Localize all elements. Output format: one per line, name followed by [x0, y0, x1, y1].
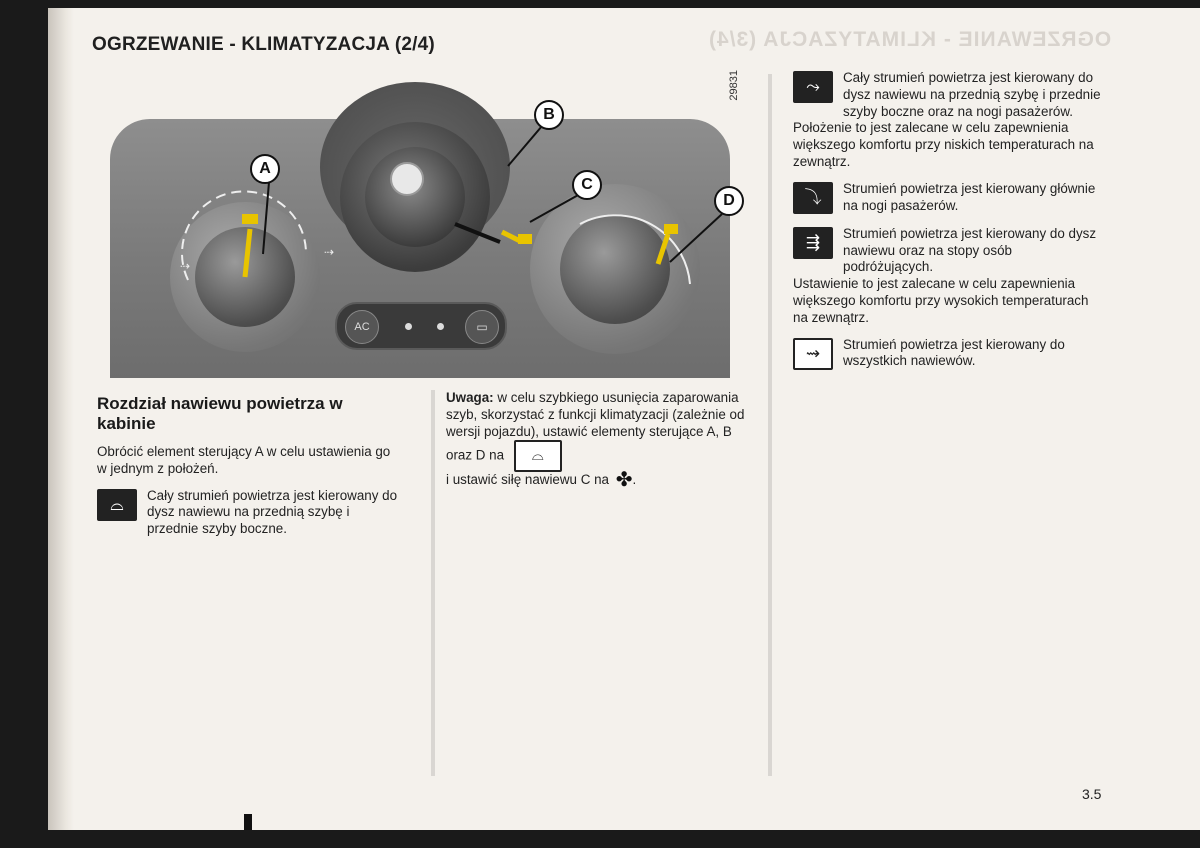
page-gutter	[48, 8, 74, 830]
mode-description: Strumień powietrza jest kierowany głównie na nogi pasażerów.	[843, 180, 1096, 213]
mode-item-vents-feet	[793, 226, 1103, 276]
manual-page	[48, 8, 1200, 830]
note-text: w celu szybkiego usunięcia zaparowania szyb, skorzystać z funkcji klimatyzacji (zależnie od wersji pojazdu), ustawić elementy sterujące A, B oraz D na	[446, 390, 745, 463]
section-title: Rozdział nawiewu powietrza w kabinie	[97, 394, 343, 433]
note-text: i ustawić siłę nawiewu C na	[446, 472, 609, 488]
mode-description: Cały strumień powietrza jest kierowany do dysz nawiewu na przednią szybę i przednie szyby boczne oraz na nogi pasażerów.	[843, 70, 1101, 119]
rear-defrost-icon: ▭	[465, 310, 499, 344]
knob-b-pointer	[455, 224, 500, 242]
feet-airflow-icon: ⤵	[793, 182, 833, 214]
mode-item-feet	[793, 181, 1103, 216]
indicator-dot	[405, 323, 412, 330]
windscreen-defrost-icon: ⌓	[514, 440, 562, 472]
column-rule	[768, 74, 772, 776]
all-vents-icon: ⇝	[793, 338, 833, 370]
page-number: 3.5	[1082, 786, 1102, 802]
indicator-dot	[437, 323, 444, 330]
svg-text:⇢: ⇢	[180, 259, 191, 273]
defrost-icon	[242, 214, 258, 224]
defrost-icon	[664, 224, 678, 234]
windscreen-defrost-icon: ⌓	[97, 489, 137, 521]
callout-b: B	[534, 100, 564, 130]
ac-button: AC	[345, 310, 379, 344]
bleed-through-title: OGRZEWANIE - KLIMATYZACJA (3/4)	[708, 28, 1112, 51]
fan-icon: ✤	[615, 469, 633, 492]
defrost-and-feet-icon: ⤳	[793, 71, 833, 103]
intro-text: Obrócić element sterujący A w celu ustawienia go w jednym z położeń.	[97, 444, 391, 476]
page-title: OGRZEWANIE - KLIMATYZACJA (2/4)	[92, 34, 435, 55]
mode-item-all-vents	[793, 337, 1103, 372]
callout-a: A	[250, 154, 280, 184]
mode-item-defrost-feet	[793, 70, 1103, 120]
note: Uwaga: w celu szybkiego usunięcia zaparowania szyb, skorzystać z funkcji klimatyzacji (zależnie od wersji pojazdu), ustawić elementy sterujące A, B oraz D na ⌓ i ustawić siłę nawiewu C na ✤.	[446, 390, 745, 492]
knob-a-pointer	[245, 229, 250, 277]
knob-d-pointer	[658, 234, 668, 264]
vents-and-feet-icon: ⇶	[793, 227, 833, 259]
recommendation-text: Ustawienie to jest zalecane w celu zapewnienia większego komfortu przy wysokich temperaturach na zewnątrz.	[793, 276, 1089, 325]
svg-text:⇢: ⇢	[324, 245, 335, 259]
callout-c: C	[572, 170, 602, 200]
defrost-icon	[518, 234, 532, 244]
mode-description: Cały strumień powietrza jest kierowany do dysz nawiewu na przednią szybę i przednie szyby boczne.	[147, 487, 398, 537]
column-3	[793, 70, 1103, 372]
note-label: Uwaga:	[446, 390, 494, 405]
recommendation-text: Położenie to jest zalecane w celu zapewnienia większego komfortu przy niskich temperaturach na zewnątrz.	[793, 120, 1094, 169]
mode-description: Strumień powietrza jest kierowany do dysz nawiewu oraz na stopy osób podróżujących.	[843, 225, 1097, 275]
column-1	[97, 384, 402, 538]
callout-d: D	[714, 186, 744, 216]
figure-number: 29831	[728, 70, 740, 101]
mode-item-defrost	[97, 488, 402, 538]
column-rule	[431, 390, 435, 776]
mode-description: Strumień powietrza jest kierowany do wszystkich nawiewów.	[843, 336, 1065, 369]
print-mark	[244, 814, 252, 830]
button-strip	[335, 302, 507, 350]
column-2	[446, 384, 756, 492]
